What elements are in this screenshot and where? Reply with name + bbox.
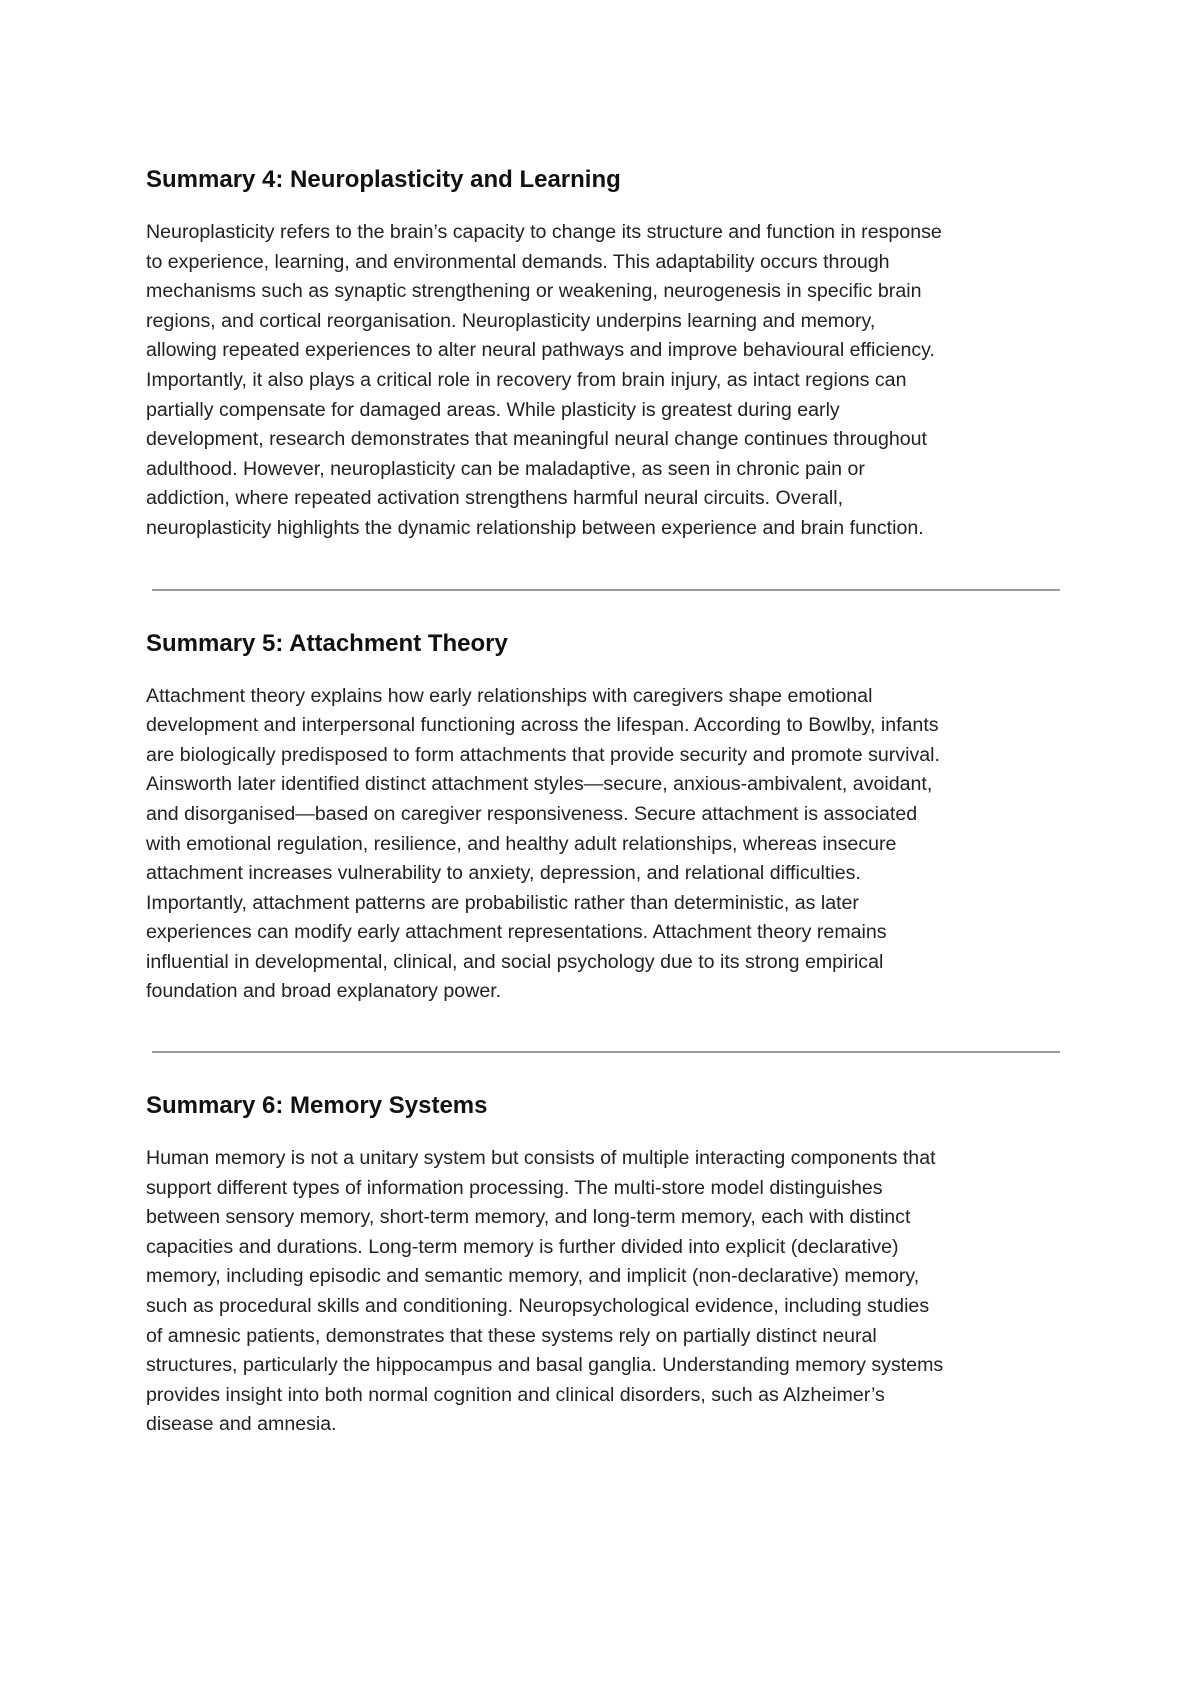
paragraph-line: Neuroplasticity refers to the brain’s capacity to change its structure and function in response	[146, 221, 942, 243]
paragraph-line: Importantly, attachment patterns are probabilistic rather than deterministic, as later	[146, 891, 859, 914]
paragraph-line: such as procedural skills and conditioning. Neuropsychological evidence, including studies	[146, 1295, 930, 1318]
paragraph-line: foundation and broad explanatory power.	[146, 980, 502, 1003]
paragraph-line: development, research demonstrates that meaningful neural change continues throughout	[146, 428, 927, 451]
summary-section-neuroplasticity	[146, 165, 1056, 544]
paragraph-line: and disorganised—based on caregiver responsiveness. Secure attachment is associated	[146, 802, 918, 825]
paragraph-line: Attachment theory explains how early relationships with caregivers shape emotional	[146, 684, 873, 707]
summary-section-memory	[146, 1091, 1056, 1440]
paragraph-line: provides insight into both normal cognition and clinical disorders, such as Alzheimer’s	[146, 1383, 885, 1406]
document-page	[146, 165, 1056, 1440]
paragraph-line: structures, particularly the hippocampus and basal ganglia. Understanding memory systems	[146, 1354, 944, 1377]
paragraph-line: Importantly, it also plays a critical role in recovery from brain injury, as intact regions can	[146, 368, 907, 391]
paragraph-line: capacities and durations. Long-term memory is further divided into explicit (declarative)	[146, 1235, 899, 1258]
paragraph-line: of amnesic patients, demonstrates that these systems rely on partially distinct neural	[146, 1324, 877, 1347]
paragraph-line: support different types of information processing. The multi-store model distinguishes	[146, 1176, 883, 1199]
paragraph-line: addiction, where repeated activation strengthens harmful neural circuits. Overall,	[146, 487, 844, 510]
paragraph-line: mechanisms such as synaptic strengthening or weakening, neurogenesis in specific brain	[146, 280, 922, 303]
paragraph-line: influential in developmental, clinical, and social psychology due to its strong empirical	[146, 950, 884, 973]
paragraph-line: regions, and cortical reorganisation. Neuroplasticity underpins learning and memory,	[146, 309, 876, 332]
section-divider	[152, 1051, 1060, 1053]
paragraph-line: memory, including episodic and semantic memory, and implicit (non-declarative) memory,	[146, 1265, 920, 1288]
paragraph-line: partially compensate for damaged areas. While plasticity is greatest during early	[146, 398, 840, 421]
paragraph-line: disease and amnesia.	[146, 1413, 337, 1436]
section-heading: Summary 4: Neuroplasticity and Learning	[146, 166, 621, 193]
paragraph-line: to experience, learning, and environmental demands. This adaptability occurs through	[146, 250, 890, 273]
paragraph-line: allowing repeated experiences to alter neural pathways and improve behavioural efficiency.	[146, 339, 935, 362]
paragraph-line: development and interpersonal functioning across the lifespan. According to Bowlby, infants	[146, 714, 939, 737]
section-heading: Summary 6: Memory Systems	[146, 1092, 488, 1120]
section-paragraph	[146, 218, 1056, 544]
paragraph-line: attachment increases vulnerability to anxiety, depression, and relational difficulties.	[146, 862, 861, 885]
paragraph-line: are biologically predisposed to form attachments that provide security and promote survival.	[146, 743, 940, 766]
section-paragraph	[146, 682, 1056, 1008]
section-divider	[152, 589, 1060, 591]
paragraph-line: experiences can modify early attachment representations. Attachment theory remains	[146, 921, 887, 944]
paragraph-line: neuroplasticity highlights the dynamic relationship between experience and brain function.	[146, 516, 924, 539]
paragraph-line: adulthood. However, neuroplasticity can be maladaptive, as seen in chronic pain or	[146, 457, 865, 480]
section-paragraph	[146, 1144, 1056, 1440]
section-heading: Summary 5: Attachment Theory	[146, 629, 508, 657]
paragraph-line: Human memory is not a unitary system but consists of multiple interacting components that	[146, 1147, 936, 1170]
paragraph-line: between sensory memory, short-term memory, and long-term memory, each with distinct	[146, 1206, 911, 1229]
paragraph-line: with emotional regulation, resilience, and healthy adult relationships, whereas insecure	[146, 832, 897, 855]
summary-section-attachment	[146, 629, 1056, 1008]
paragraph-line: Ainsworth later identified distinct attachment styles—secure, anxious-ambivalent, avoidant,	[146, 773, 933, 796]
